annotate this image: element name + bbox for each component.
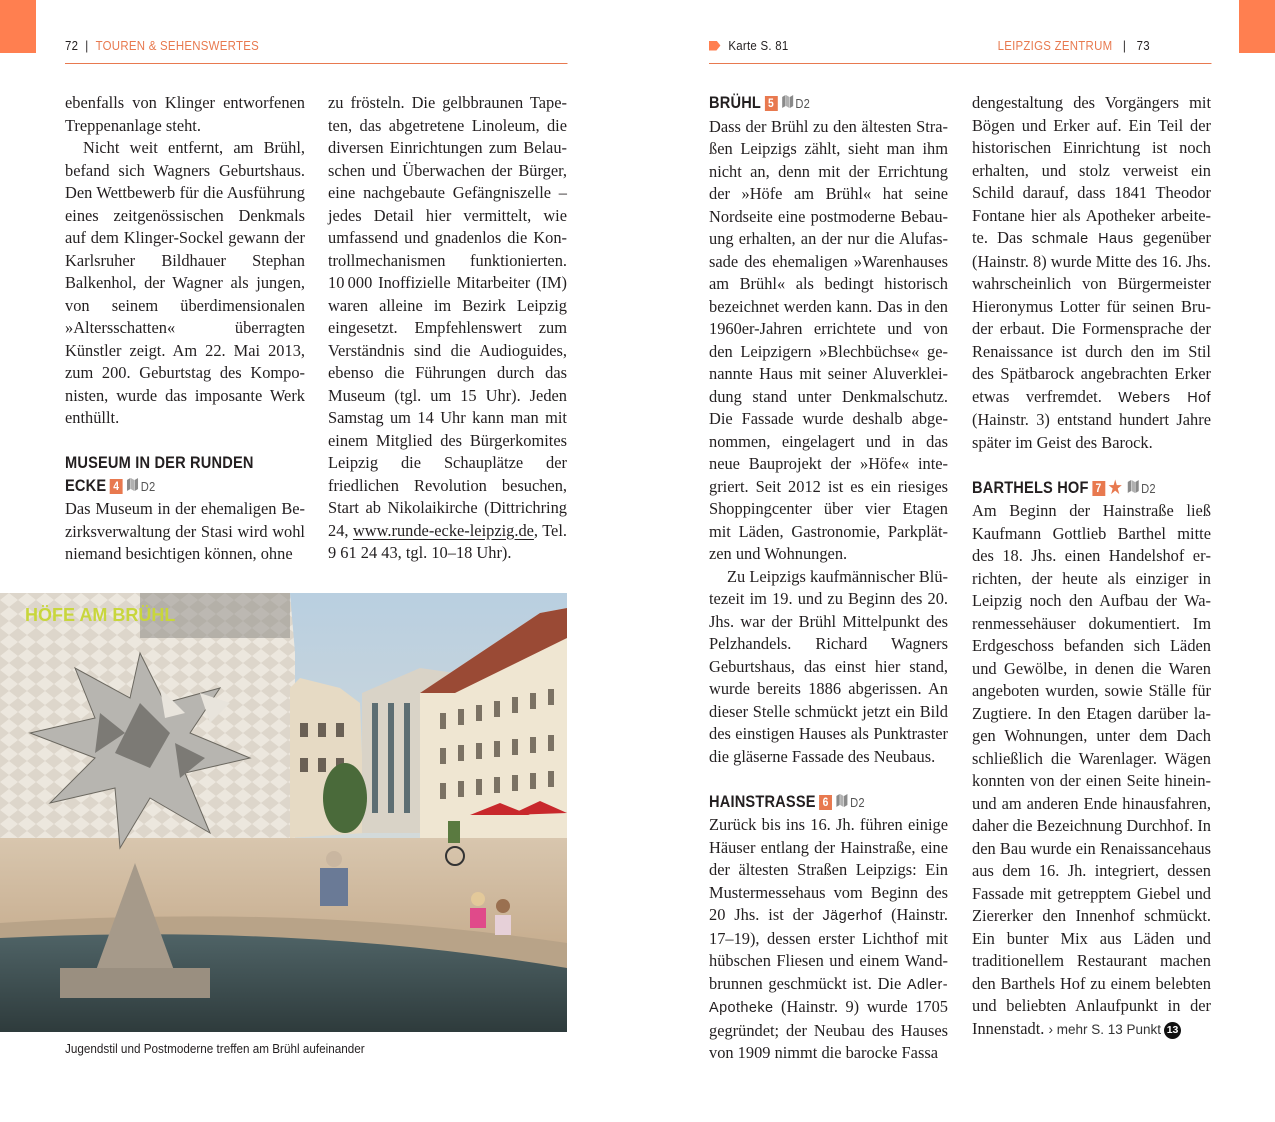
- place-name-webers-hof: Webers Hof: [1118, 389, 1211, 406]
- paragraph: Dass der Brühl zu den ältesten Straßen Leipzigs zählt, sieht man ihm nicht an, denn mit der Errichtung der »Höfe am Brühl« hat seine Nordseite eine postmoderne Bebauung erhalten, an der nur die Alufassade des ehemaligen »Warenhauses am Brühl« als bedingt historisch bezeichnet werden kann. Das in den 1960er-Jahren errichtete und von den Leipzigern »Blechbüchse« genannte Haus mit seiner Aluverkleidung stand unter Denkmalschutz. Die Fassade wurde deshalb abgenommen, eingelagert und in das neue Bauprojekt der »Höfe« integriert. Seit 2012 ist es ein riesiges Shoppingcenter über vier Etagen mit Läden, Gastronomie, Parkplätzen und Wohnungen.: [709, 116, 948, 563]
- section-heading-barthels-hof: [972, 477, 1178, 501]
- running-head-right: [709, 38, 1211, 64]
- photo-caption: Jugendstil und Postmoderne treffen am Brühl aufeinander: [65, 1041, 365, 1056]
- heading-text: HAINSTRASSE: [709, 791, 816, 811]
- paragraph: ebenfalls von Klinger entworfenen Treppenanlage steht.: [65, 93, 305, 135]
- separator: |: [1122, 38, 1127, 53]
- text: , Tel. 9 61 24 43, tgl. 10–18 Uhr).: [328, 520, 567, 562]
- heading-text: BRÜHL: [709, 93, 762, 112]
- paragraph: [709, 814, 948, 1065]
- heading-text: BARTHELS HOF: [972, 477, 1089, 497]
- map-grid-ref: D2: [140, 478, 156, 494]
- paragraph: [972, 92, 1211, 454]
- map-grid-ref: D2: [1141, 480, 1156, 496]
- text: dengestaltung des Vorgängers mit Bögen und Erker auf. Ein Teil der historischen Einrichtung ist noch erhalten, und stolz verweist ein Schild darauf, dass 1841 Theodor Fontane hier als Apotheker arbeitete. Das: [972, 93, 1211, 247]
- section-heading-museum: [65, 452, 271, 475]
- paragraph: Das Museum in der ehemaligen Bezirksverwaltung der Stasi wird wohl niemand besichtigen können, ohne: [65, 499, 305, 563]
- map-reference[interactable]: [709, 38, 789, 53]
- thumb-tab-right: [1239, 0, 1275, 53]
- arrow-icon: [709, 41, 720, 51]
- left-column-2: [328, 92, 567, 565]
- poi-number-badge: 4: [110, 479, 123, 494]
- map-ref-label: Karte S. 81: [728, 38, 789, 53]
- right-column-2: [972, 92, 1211, 1041]
- place-name-schmale-haus: schmale Haus: [1031, 231, 1134, 247]
- photo-illustration: [0, 593, 567, 1032]
- point-number-badge: 13: [1164, 1022, 1181, 1039]
- paragraph: [328, 92, 567, 565]
- text: Am Beginn der Hainstraße ließ Kaufmann Gottlieb Barthel mitte des 18. Jhs. einen Handelshof errichten, der heute als einziger in Leipzig noch den Aufbau der Warenmessehäuser dokumentiert. Im Erdgeschoss befanden sich Läden und Gewölbe, in denen die Waren angeboten wurden, sowie Ställe für Zugtiere. In den Etagen darüber lagen Wohnungen, unter dem Dach schließlich die Warenlager. Wägen konnten von der einen Seite hinein- und am anderen Ende hinausfahren, daher die Bezeichnung Durchhof. In den Bau wurde ein Renaissancehaus aus dem 16. Jh. integriert, dessen Fassade mit getrepptem Giebel und Ziererker den Innenhof schmückt. Ein bunter Mix aus Läden und traditionellem Restaurant machen den Barthels Hof zu einem belebten und beliebten Anlaufpunkt in der Innenstadt.: [972, 501, 1211, 1038]
- right-column-1: [709, 92, 948, 1065]
- text: Zurück bis ins 16. Jh. führen einige Häuser entlang der Hainstraße, eine der ältesten Straßen Leipzigs: Ein Mustermessehaus vom Beginn des 20 Jhs. ist der: [709, 815, 948, 924]
- heading-text: ECKE: [65, 475, 107, 495]
- section-label-left: TOUREN & SEHENSWERTES: [95, 38, 259, 53]
- text: (Hainstr. 17–19), dessen erster Lichthof mit hübschen Fliesen und einem Wandbrunnen geschmückt ist. Die: [709, 905, 948, 993]
- place-name-jaegerhof: Jägerhof: [822, 908, 883, 924]
- page-number-right: 73: [1136, 38, 1150, 53]
- paragraph: Nicht weit entfernt, am Brühl, befand sich Wagners Geburtshaus. Den Wettbewerb für die Ausführung eines zeitgenössischen Denkmals auf dem Klinger-Sockel gewann der Karlsruher Bildhauer Stephan Balkenhol, der Wagner als jungen, von seinem überdimensionalen »Altersschatten« überragten Künstler zeigt. Am 22. Mai 2013, zum 200. Geburtstag des Komponisten, wurde das imposante Werk enthüllt.: [65, 138, 305, 427]
- section-heading-bruehl: [709, 92, 915, 116]
- photo-fountain-bruehl: [0, 593, 567, 1032]
- separator: |: [85, 38, 89, 53]
- map-grid-ref: D2: [795, 96, 811, 111]
- sign-text: HÖFE AM BRÜHL: [25, 605, 176, 625]
- poi-number-badge: 7: [1092, 481, 1105, 496]
- poi-number-badge: 5: [764, 96, 777, 111]
- place-name-adler-apotheke: Adler-Apotheke: [709, 976, 948, 1016]
- heading-text: MUSEUM IN DER RUNDEN: [65, 453, 254, 472]
- map-grid-ref: D2: [850, 794, 865, 810]
- section-heading-hainstrasse: [709, 791, 915, 815]
- map-icon: [836, 794, 847, 807]
- map-icon: [127, 478, 138, 491]
- map-icon: [1127, 480, 1138, 493]
- more-reference-link[interactable]: › mehr S. 13 Punkt: [1048, 1021, 1162, 1037]
- paragraph: [972, 500, 1211, 1041]
- thumb-tab-left: [0, 0, 36, 53]
- text: zu frösteln. Die gelbbraunen Tapeten, das abgetretene Linoleum, die diversen Einrichtungen zum Belauschen und Überwachen der Bürger, eine nachgebaute Gefängniszelle – jedes Detail hier vermittelt, wie umfassend und gnadenlos die Kontrollmechanismen funktionierten. 10 000 Inoffizielle Mitarbeiter (IM) waren alleine im Bezirk Leipzig eingesetzt. Empfehlenswert zum Verständnis sind die Audioguides, ebenso die Führungen durch das Museum (tgl. um 15 Uhr). Jeden Samstag um 14 Uhr kann man mit einem Mitglied des Bürgerkomites Leipzig die Schauplätze der friedlichen Revolution besuchen, Start ab Nikolaikirche (Dittrichring 24,: [328, 93, 567, 540]
- paragraph: Zu Leipzigs kaufmännischer Blütezeit im 19. und zu Beginn des 20. Jhs. war der Brühl Mittelpunkt des Pelzhandels. Richard Wagners Geburtshaus, das einst hier stand, wurde bereits 1886 abgerissen. An dieser Stelle schmückt jetzt ein Bild des einstigen Hauses als Punktraster die gläserne Fassade des Neubaus.: [709, 566, 948, 766]
- page-number-left: 72: [65, 38, 79, 53]
- poi-number-badge: 6: [819, 795, 832, 810]
- star-icon: ★: [1107, 476, 1124, 499]
- text: (Hainstr. 3) entstand hundert Jahre später im Geist des Barock.: [972, 410, 1211, 452]
- left-column-1: [65, 92, 305, 566]
- text: gegenüber (Hainstr. 8) wurde Mitte des 16. Jhs. wahrscheinlich von Bürgermeister Hieronymus Lotter für seinen Bruder erbaut. Die Formensprache der Renaissance ist durch den im Stil des Spätbarock angebrachten Erker etwas verfremdet.: [972, 228, 1212, 406]
- section-heading-museum-line2: [65, 475, 271, 499]
- running-head-left: [65, 38, 567, 64]
- right-head-group: [998, 38, 1150, 53]
- section-label-right: LEIPZIGS ZENTRUM: [997, 38, 1113, 53]
- text: (Hainstr. 9) wurde 1705 gegründet; der Neubau des Hauses von 1909 nimmt die barocke Fassa: [709, 997, 948, 1062]
- map-icon: [782, 95, 793, 108]
- website-link[interactable]: www.runde-ecke-leipzig.de: [352, 520, 534, 540]
